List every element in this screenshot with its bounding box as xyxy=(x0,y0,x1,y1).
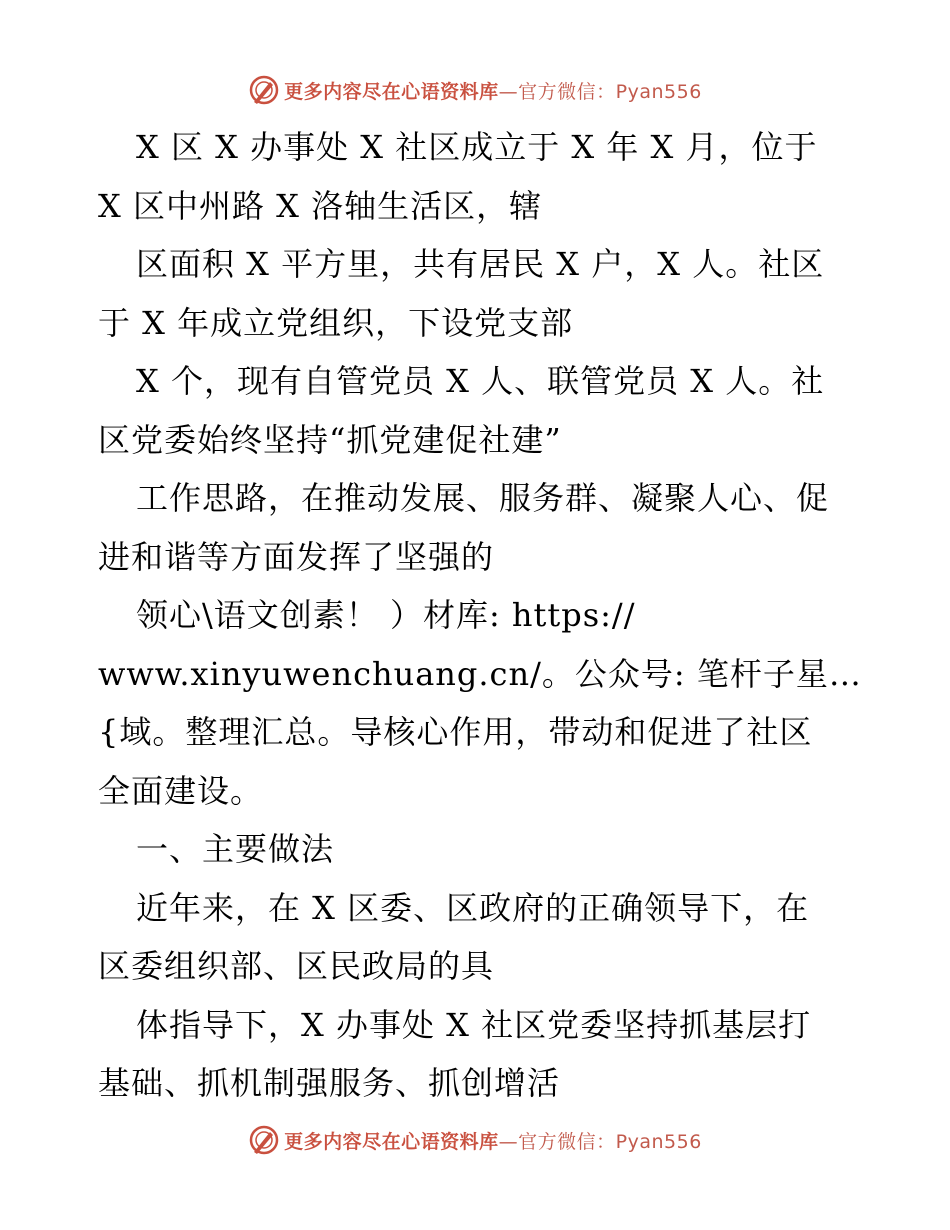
paragraph-line: 领心\语文创素！ ）材库: https:// xyxy=(136,596,636,634)
paragraph-line: 全面建设。 xyxy=(98,771,264,810)
paragraph-line: 体指导下，X 办事处 X 社区党委坚持抓基层打 xyxy=(136,1005,812,1044)
paragraph-line: X 区中州路 X 洛轴生活区，辖 xyxy=(98,186,543,225)
paragraph-line: 区面积 X 平方里，共有居民 X 户，X 人。社区 xyxy=(136,245,825,283)
watermark-text xyxy=(284,77,702,104)
watermark-header xyxy=(0,68,950,112)
watermark-text xyxy=(284,1127,702,1154)
watermark-main: 更多内容尽在心语资料库 xyxy=(284,80,499,103)
pen-logo-icon xyxy=(248,1124,280,1156)
paragraph-line: 进和谐等方面发挥了坚强的 xyxy=(98,537,495,576)
paragraph-line: X 区 X 办事处 X 社区成立于 X 年 X 月，位于 xyxy=(136,128,818,166)
watermark-sub: —官方微信：Pyan556 xyxy=(498,80,702,103)
paragraph-line: 工作思路，在推动发展、服务群、凝聚人心、促 xyxy=(136,479,830,517)
paragraph-line: www.xinyuwenchuang.cn/。公众号: 笔杆子星… xyxy=(98,654,862,693)
paragraph-line: 于 X 年成立党组织，下设党支部 xyxy=(98,303,574,342)
paragraph-line: 基础、抓机制强服务、抓创增活 xyxy=(98,1064,561,1102)
paragraph-line: 区党委始终坚持“抓党建促社建” xyxy=(98,420,562,459)
section-heading: 一、主要做法 xyxy=(136,830,335,868)
watermark-main: 更多内容尽在心语资料库 xyxy=(284,1130,499,1153)
paragraph-line: 近年来，在 X 区委、区政府的正确领导下，在 xyxy=(136,888,810,927)
watermark-sub: —官方微信：Pyan556 xyxy=(498,1130,702,1153)
watermark-footer xyxy=(0,1118,950,1162)
paragraph-line: 区委组织部、区民政局的具 xyxy=(98,947,495,985)
document-body xyxy=(98,118,862,1113)
pen-logo-icon xyxy=(248,74,280,106)
paragraph-line: {域。整理汇总。导核心作用，带动和促进了社区 xyxy=(98,713,813,751)
paragraph-line: X 个，现有自管党员 X 人、联管党员 X 人。社 xyxy=(136,362,825,400)
